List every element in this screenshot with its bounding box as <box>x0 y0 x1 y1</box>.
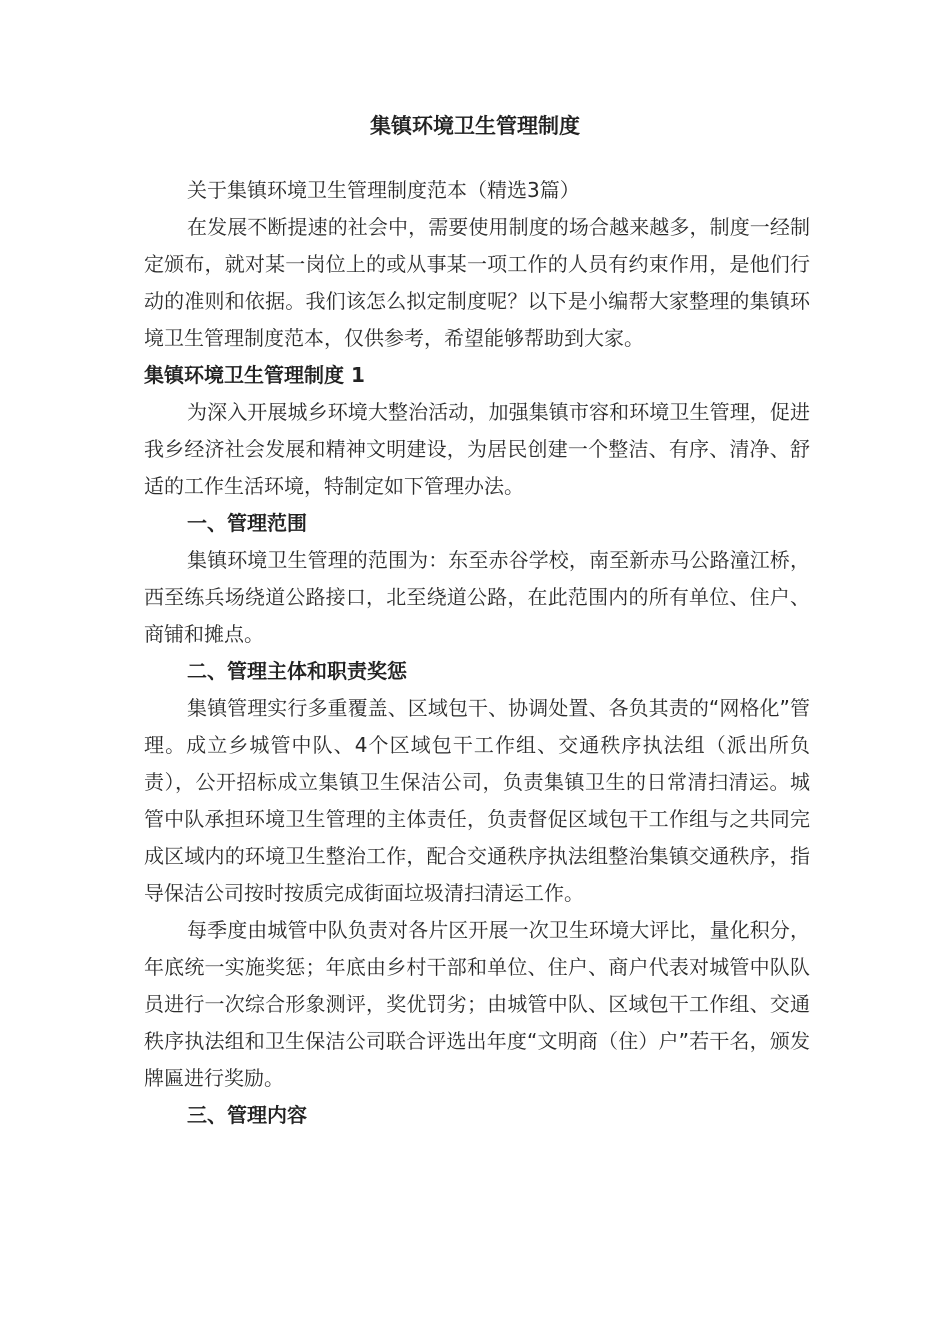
scope-paragraph: 集镇环境卫生管理的范围为：东至赤谷学校，南至新赤马公路潼江桥，西至练兵场绕道公路接口，北至绕道公路，在此范围内的所有单位、住户、商铺和摊点。 <box>144 548 810 646</box>
evaluation-paragraph: 每季度由城管中队负责对各片区开展一次卫生环境大评比，量化积分，年底统一实施奖惩；年底由乡村干部和单位、住户、商户代表对城管中队队员进行一次综合形象测评，奖优罚劣；由城管中队、区域包干工作组、交通秩序执法组和卫生保洁公司联合评选出年度“文明商（住）户”若干名，颁发牌匾进行奖励。 <box>144 918 810 1090</box>
section-intro-paragraph: 为深入开展城乡环境大整治活动，加强集镇市容和环境卫生管理，促进我乡经济社会发展和精神文明建设，为居民创建一个整洁、有序、清净、舒适的工作生活环境，特制定如下管理办法。 <box>144 400 810 498</box>
subheading-responsibility: 二、管理主体和职责奖惩 <box>187 659 407 683</box>
intro-paragraph: 在发展不断提速的社会中，需要使用制度的场合越来越多，制度一经制定颁布，就对某一岗位上的或从事某一项工作的人员有约束作用，是他们行动的准则和依据。我们该怎么拟定制度呢？以下是小编帮大家整理的集镇环境卫生管理制度范本，仅供参考，希望能够帮助到大家。 <box>144 215 810 350</box>
subheading-content: 三、管理内容 <box>187 1103 307 1127</box>
document-title: 集镇环境卫生管理制度 <box>370 114 580 138</box>
document-body <box>144 172 810 1134</box>
responsibility-paragraph: 集镇管理实行多重覆盖、区域包干、协调处置、各负其责的“网格化”管理。成立乡城管中队、4个区域包干工作组、交通秩序执法组（派出所负责），公开招标成立集镇卫生保洁公司，负责集镇卫生的日常清扫清运。城管中队承担环境卫生管理的主体责任，负责督促区域包干工作组与之共同完成区域内的环境卫生整治工作，配合交通秩序执法组整治集镇交通秩序，指导保洁公司按时按质完成街面垃圾清扫清运工作。 <box>144 696 810 905</box>
intro-line: 关于集镇环境卫生管理制度范本（精选3篇） <box>187 178 580 202</box>
section-heading: 集镇环境卫生管理制度 1 <box>144 363 365 387</box>
subheading-scope: 一、管理范围 <box>187 511 307 535</box>
